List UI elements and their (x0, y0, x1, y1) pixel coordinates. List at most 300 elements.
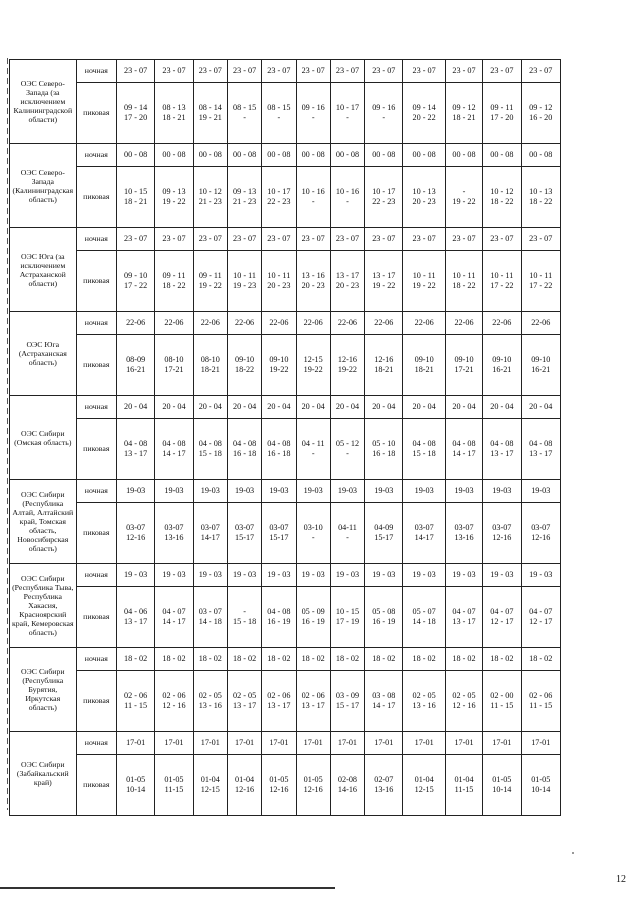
peak-hours-cell (116, 587, 154, 648)
peak-intervals (228, 433, 261, 465)
peak-label: пиковая (76, 671, 116, 732)
peak-interval-1: 09 - 16 (372, 103, 396, 112)
region-name: ОЭС Сибири (Забайкальский край) (10, 732, 77, 816)
peak-intervals (194, 181, 227, 213)
peak-hours-cell (403, 251, 445, 312)
peak-hours-cell (483, 587, 521, 648)
peak-interval-1: 03-07 (126, 523, 146, 532)
peak-interval-2: 20 - 22 (412, 113, 436, 122)
peak-interval-1: 04 - 08 (267, 439, 291, 448)
night-hours-cell: 23 - 07 (330, 228, 364, 251)
peak-row (10, 671, 561, 732)
peak-interval-1: 02 - 00 (490, 691, 514, 700)
peak-intervals (331, 349, 364, 381)
peak-interval-2: 19-22 (303, 365, 323, 374)
peak-interval-2: 20 - 23 (335, 281, 360, 290)
peak-hours-cell (116, 419, 154, 480)
peak-interval-1: 10 - 11 (233, 271, 257, 280)
peak-interval-2: 18 - 21 (162, 113, 186, 122)
peak-interval-2: 14 - 18 (198, 617, 222, 626)
peak-intervals (446, 349, 482, 381)
night-hours-cell: 23 - 07 (330, 60, 364, 83)
night-hours-cell: 20 - 04 (445, 396, 482, 419)
night-label: ночная (76, 648, 116, 671)
night-hours-cell: 23 - 07 (365, 60, 403, 83)
peak-interval-1: 08 - 15 (232, 103, 257, 112)
peak-interval-1: 02-07 (374, 775, 394, 784)
peak-hours-cell (296, 83, 330, 144)
peak-hours-cell (330, 251, 364, 312)
peak-interval-2: 11-15 (454, 785, 474, 794)
night-label: ночная (76, 396, 116, 419)
peak-intervals (297, 769, 330, 801)
peak-interval-2: 16 - 19 (267, 617, 291, 626)
peak-interval-2: 20 - 23 (301, 281, 325, 290)
peak-interval-1: 10 - 11 (490, 271, 514, 280)
peak-hours-cell (483, 671, 521, 732)
peak-interval-2: 19 - 23 (232, 281, 257, 290)
peak-interval-2: - (346, 197, 349, 206)
peak-hours-cell (521, 167, 560, 228)
peak-intervals (522, 601, 560, 633)
peak-interval-1: - (462, 187, 466, 196)
peak-row (10, 587, 561, 648)
peak-interval-2: 12-16 (269, 785, 289, 794)
peak-hours-cell (155, 251, 193, 312)
peak-intervals (262, 601, 295, 633)
peak-hours-cell (483, 755, 521, 816)
night-label: ночная (76, 60, 116, 83)
night-hours-cell: 19-03 (521, 480, 560, 503)
night-hours-cell: 22-06 (403, 312, 445, 335)
peak-intervals (403, 265, 444, 297)
peak-intervals (483, 181, 520, 213)
night-hours-cell: 23 - 07 (296, 60, 330, 83)
night-hours-cell: 20 - 04 (296, 396, 330, 419)
peak-interval-2: 14-16 (337, 785, 358, 794)
peak-interval-1: 09 - 11 (162, 271, 186, 280)
peak-intervals (117, 265, 154, 297)
peak-intervals (155, 517, 192, 549)
peak-hours-cell (365, 251, 403, 312)
peak-interval-1: 03-07 (531, 523, 551, 532)
night-hours-cell: 18 - 02 (365, 648, 403, 671)
peak-interval-1: 10 - 17 (372, 187, 396, 196)
peak-interval-2: 17-21 (164, 365, 184, 374)
peak-interval-2: 18-21 (374, 365, 394, 374)
peak-intervals (483, 601, 520, 633)
peak-interval-1: 08 - 14 (198, 103, 222, 112)
peak-intervals (297, 265, 330, 297)
peak-hours-cell (403, 83, 445, 144)
peak-interval-1: 04 - 08 (162, 439, 186, 448)
peak-interval-1: 08 - 13 (162, 103, 186, 112)
night-row (10, 732, 561, 755)
night-hours-cell: 23 - 07 (116, 228, 154, 251)
night-hours-cell: 20 - 04 (227, 396, 261, 419)
peak-intervals (365, 349, 402, 381)
night-hours-cell: 23 - 07 (296, 228, 330, 251)
peak-interval-1: 12-16 (374, 355, 394, 364)
peak-hours-cell (227, 419, 261, 480)
peak-intervals (194, 433, 227, 465)
peak-intervals (297, 349, 330, 381)
peak-interval-2: 20 - 23 (267, 281, 291, 290)
peak-interval-1: 04 - 08 (232, 439, 257, 448)
peak-intervals (194, 97, 227, 129)
peak-intervals (331, 769, 364, 801)
peak-hours-cell (296, 251, 330, 312)
peak-label: пиковая (76, 251, 116, 312)
peak-interval-1: 04 - 08 (124, 439, 148, 448)
peak-intervals (446, 265, 482, 297)
peak-hours-cell (227, 83, 261, 144)
peak-interval-2: 21 - 23 (232, 197, 257, 206)
peak-interval-2: 15 - 18 (232, 617, 257, 626)
peak-interval-1: - (243, 607, 246, 616)
peak-hours-cell (403, 755, 445, 816)
peak-intervals (262, 97, 295, 129)
peak-intervals (483, 97, 520, 129)
peak-hours-cell (365, 755, 403, 816)
peak-interval-1: 10 - 11 (452, 271, 476, 280)
peak-intervals (522, 97, 560, 129)
night-row (10, 228, 561, 251)
night-hours-cell: 18 - 02 (483, 648, 521, 671)
peak-interval-1: 04 - 06 (124, 607, 148, 616)
peak-interval-1: 09-10 (235, 355, 255, 364)
peak-label: пиковая (76, 587, 116, 648)
peak-interval-2: 17 - 20 (124, 113, 148, 122)
night-hours-cell: 18 - 02 (521, 648, 560, 671)
peak-interval-2: 18 - 22 (490, 197, 514, 206)
peak-intervals (522, 769, 560, 801)
peak-hours-cell (403, 335, 445, 396)
peak-interval-2: 12-15 (200, 785, 220, 794)
peak-interval-2: 10-14 (126, 785, 146, 794)
night-hours-cell: 23 - 07 (262, 60, 296, 83)
peak-intervals (228, 685, 261, 717)
night-hours-cell: 20 - 04 (403, 396, 445, 419)
night-hours-cell: 23 - 07 (227, 60, 261, 83)
peak-intervals (228, 265, 261, 297)
peak-intervals (331, 97, 364, 129)
night-hours-cell: 22-06 (155, 312, 193, 335)
peak-intervals (117, 601, 154, 633)
peak-interval-1: 10 - 12 (198, 187, 222, 196)
peak-intervals (297, 181, 330, 213)
peak-interval-2: 18-21 (414, 365, 434, 374)
peak-interval-1: 10 - 11 (267, 271, 291, 280)
peak-hours-cell (403, 587, 445, 648)
night-hours-cell: 23 - 07 (445, 60, 482, 83)
night-label: ночная (76, 732, 116, 755)
night-hours-cell: 23 - 07 (403, 60, 445, 83)
peak-hours-cell (193, 671, 227, 732)
peak-hours-cell (116, 83, 154, 144)
peak-intervals (262, 349, 295, 381)
peak-hours-cell (330, 167, 364, 228)
peak-intervals (365, 685, 402, 717)
peak-intervals (331, 433, 364, 465)
night-hours-cell: 17-01 (483, 732, 521, 755)
night-hours-cell: 18 - 02 (155, 648, 193, 671)
peak-interval-1: 09 - 16 (301, 103, 325, 112)
peak-hours-table (9, 59, 561, 816)
night-hours-cell: 19 - 03 (296, 564, 330, 587)
peak-intervals (483, 517, 520, 549)
peak-interval-1: 12-15 (303, 355, 323, 364)
peak-interval-2: 11 - 15 (490, 701, 514, 710)
peak-hours-cell (155, 335, 193, 396)
peak-interval-1: 04 - 07 (529, 607, 553, 616)
peak-hours-cell (521, 419, 560, 480)
peak-hours-cell (193, 335, 227, 396)
peak-intervals (228, 769, 261, 801)
peak-hours-cell (296, 335, 330, 396)
peak-interval-1: 02 - 05 (452, 691, 476, 700)
peak-interval-2: 11-15 (164, 785, 184, 794)
peak-interval-2: 19 - 22 (162, 197, 186, 206)
bottom-rule (0, 887, 335, 889)
peak-interval-2: 15-17 (374, 533, 394, 542)
peak-interval-2: 16 - 18 (372, 449, 396, 458)
peak-interval-2: 16-21 (126, 365, 146, 374)
peak-intervals (297, 433, 330, 465)
peak-intervals (522, 265, 560, 297)
peak-interval-1: 03-10 (303, 523, 323, 532)
night-hours-cell: 23 - 07 (262, 228, 296, 251)
night-label: ночная (76, 480, 116, 503)
peak-interval-2: 13-16 (454, 533, 474, 542)
peak-interval-1: 02 - 06 (529, 691, 553, 700)
peak-hours-cell (227, 167, 261, 228)
peak-interval-2: 13 - 16 (198, 701, 222, 710)
peak-intervals (117, 433, 154, 465)
peak-interval-1: 01-04 (235, 775, 255, 784)
night-hours-cell: 19 - 03 (193, 564, 227, 587)
peak-interval-2: 13 - 17 (232, 701, 257, 710)
peak-intervals (155, 349, 192, 381)
peak-interval-1: 05 - 08 (372, 607, 396, 616)
peak-interval-2: 15 - 18 (198, 449, 222, 458)
night-hours-cell: 23 - 07 (193, 228, 227, 251)
peak-interval-1: 05 - 07 (412, 607, 436, 616)
peak-hours-cell (445, 83, 482, 144)
peak-interval-1: 02 - 06 (124, 691, 148, 700)
peak-intervals (446, 769, 482, 801)
peak-hours-cell (262, 587, 296, 648)
peak-interval-1: 04 - 08 (452, 439, 476, 448)
peak-intervals (117, 517, 154, 549)
night-hours-cell: 19-03 (227, 480, 261, 503)
peak-row (10, 83, 561, 144)
peak-intervals (262, 685, 295, 717)
peak-interval-2: 12 - 16 (452, 701, 476, 710)
peak-interval-1: 04 - 08 (198, 439, 222, 448)
night-hours-cell: 00 - 08 (116, 144, 154, 167)
peak-intervals (483, 265, 520, 297)
peak-interval-2: 12-16 (303, 785, 323, 794)
peak-intervals (403, 769, 444, 801)
night-hours-cell: 23 - 07 (445, 228, 482, 251)
peak-hours-cell (521, 335, 560, 396)
peak-interval-1: 04-11 (338, 523, 357, 532)
peak-interval-1: 09 - 11 (490, 103, 514, 112)
peak-hours-cell (445, 587, 482, 648)
peak-hours-cell (262, 83, 296, 144)
peak-interval-1: 09-10 (492, 355, 512, 364)
peak-label: пиковая (76, 503, 116, 564)
peak-hours-cell (296, 671, 330, 732)
peak-intervals (403, 433, 444, 465)
peak-interval-1: 01-04 (200, 775, 220, 784)
peak-intervals (483, 685, 520, 717)
night-hours-cell: 17-01 (330, 732, 364, 755)
peak-intervals (117, 769, 154, 801)
night-hours-cell: 22-06 (227, 312, 261, 335)
night-hours-cell: 19-03 (155, 480, 193, 503)
peak-interval-2: - (346, 449, 349, 458)
peak-intervals (331, 685, 364, 717)
peak-intervals (155, 433, 192, 465)
peak-interval-2: 14 - 18 (412, 617, 436, 626)
peak-intervals (403, 685, 444, 717)
peak-hours-cell (262, 167, 296, 228)
peak-hours-cell (521, 503, 560, 564)
peak-interval-2: 12-16 (492, 533, 512, 542)
peak-intervals (194, 685, 227, 717)
peak-intervals (403, 517, 444, 549)
peak-intervals (262, 265, 295, 297)
peak-intervals (331, 601, 364, 633)
peak-intervals (365, 265, 402, 297)
peak-interval-1: 09 - 10 (124, 271, 148, 280)
peak-interval-1: 05 - 10 (372, 439, 396, 448)
night-hours-cell: 20 - 04 (483, 396, 521, 419)
peak-hours-cell (227, 755, 261, 816)
peak-intervals (365, 517, 402, 549)
peak-interval-1: 08 - 15 (267, 103, 291, 112)
peak-interval-2: 13 - 17 (452, 617, 476, 626)
peak-interval-1: 02 - 06 (267, 691, 291, 700)
night-hours-cell: 23 - 07 (483, 60, 521, 83)
peak-interval-2: 11 - 15 (529, 701, 553, 710)
peak-interval-2: 14 - 17 (372, 701, 396, 710)
night-hours-cell: 20 - 04 (521, 396, 560, 419)
peak-interval-1: 03-07 (200, 523, 220, 532)
peak-intervals (194, 601, 227, 633)
night-hours-cell: 17-01 (445, 732, 482, 755)
peak-hours-cell (227, 335, 261, 396)
peak-hours-cell (365, 587, 403, 648)
peak-hours-cell (330, 419, 364, 480)
night-hours-cell: 19 - 03 (365, 564, 403, 587)
night-hours-cell: 19 - 03 (262, 564, 296, 587)
night-hours-cell: 17-01 (365, 732, 403, 755)
peak-interval-1: 01-05 (126, 775, 146, 784)
peak-hours-cell (116, 167, 154, 228)
night-hours-cell: 00 - 08 (330, 144, 364, 167)
night-hours-cell: 00 - 08 (445, 144, 482, 167)
peak-hours-cell (262, 251, 296, 312)
peak-interval-1: 03-07 (235, 523, 255, 532)
peak-intervals (446, 97, 482, 129)
night-hours-cell: 23 - 07 (483, 228, 521, 251)
peak-interval-1: 04 - 11 (301, 439, 325, 448)
peak-interval-1: 08-09 (126, 355, 146, 364)
night-hours-cell: 00 - 08 (365, 144, 403, 167)
peak-interval-2: 12-16 (235, 785, 255, 794)
peak-interval-2: 15-17 (269, 533, 289, 542)
peak-interval-2: 18 - 21 (124, 197, 148, 206)
night-label: ночная (76, 144, 116, 167)
peak-hours-cell (445, 251, 482, 312)
night-hours-cell: 23 - 07 (193, 60, 227, 83)
peak-hours-cell (155, 83, 193, 144)
peak-interval-2: 15 - 17 (335, 701, 360, 710)
peak-intervals (331, 265, 364, 297)
peak-intervals (483, 433, 520, 465)
peak-interval-1: 03-07 (414, 523, 434, 532)
night-hours-cell: 18 - 02 (116, 648, 154, 671)
peak-hours-cell (365, 167, 403, 228)
peak-interval-1: 02 - 06 (301, 691, 325, 700)
night-row (10, 648, 561, 671)
peak-intervals (194, 769, 227, 801)
night-hours-cell: 17-01 (155, 732, 193, 755)
peak-interval-2: 18 - 22 (452, 281, 476, 290)
peak-interval-1: 03 - 08 (372, 691, 396, 700)
night-hours-cell: 18 - 02 (403, 648, 445, 671)
region-name: ОЭС Сибири (Республика Тыва, Республика Хакасия, Красноярский край, Кемеровская область) (10, 564, 77, 648)
peak-hours-cell (296, 419, 330, 480)
peak-intervals (446, 433, 482, 465)
region-name: ОЭС Северо-Запада (Калининградская область) (10, 144, 77, 228)
peak-interval-2: 10-14 (531, 785, 551, 794)
peak-interval-2: 18 - 22 (529, 197, 553, 206)
night-hours-cell: 22-06 (521, 312, 560, 335)
peak-interval-1: 01-04 (414, 775, 434, 784)
peak-hours-cell (330, 587, 364, 648)
night-hours-cell: 00 - 08 (483, 144, 521, 167)
peak-interval-1: 09 - 12 (452, 103, 476, 112)
night-hours-cell: 00 - 08 (155, 144, 193, 167)
peak-interval-2: 21 - 23 (198, 197, 222, 206)
peak-intervals (228, 349, 261, 381)
peak-intervals (522, 349, 560, 381)
peak-interval-2: 16 - 19 (372, 617, 396, 626)
peak-hours-cell (445, 419, 482, 480)
peak-interval-1: 05 - 09 (301, 607, 325, 616)
peak-interval-1: 09 - 12 (529, 103, 553, 112)
peak-hours-cell (296, 167, 330, 228)
peak-hours-cell (330, 503, 364, 564)
peak-interval-2: 12-16 (126, 533, 146, 542)
night-hours-cell: 22-06 (365, 312, 403, 335)
left-margin-rule (7, 58, 8, 810)
peak-interval-2: 17 - 22 (490, 281, 514, 290)
peak-hours-cell (330, 335, 364, 396)
peak-interval-2: 12-16 (531, 533, 551, 542)
night-hours-cell: 00 - 08 (227, 144, 261, 167)
night-row (10, 144, 561, 167)
peak-interval-1: 01-05 (303, 775, 323, 784)
night-hours-cell: 19 - 03 (227, 564, 261, 587)
night-hours-cell: 19-03 (330, 480, 364, 503)
peak-hours-cell (193, 587, 227, 648)
peak-interval-1: 12-16 (337, 355, 358, 364)
